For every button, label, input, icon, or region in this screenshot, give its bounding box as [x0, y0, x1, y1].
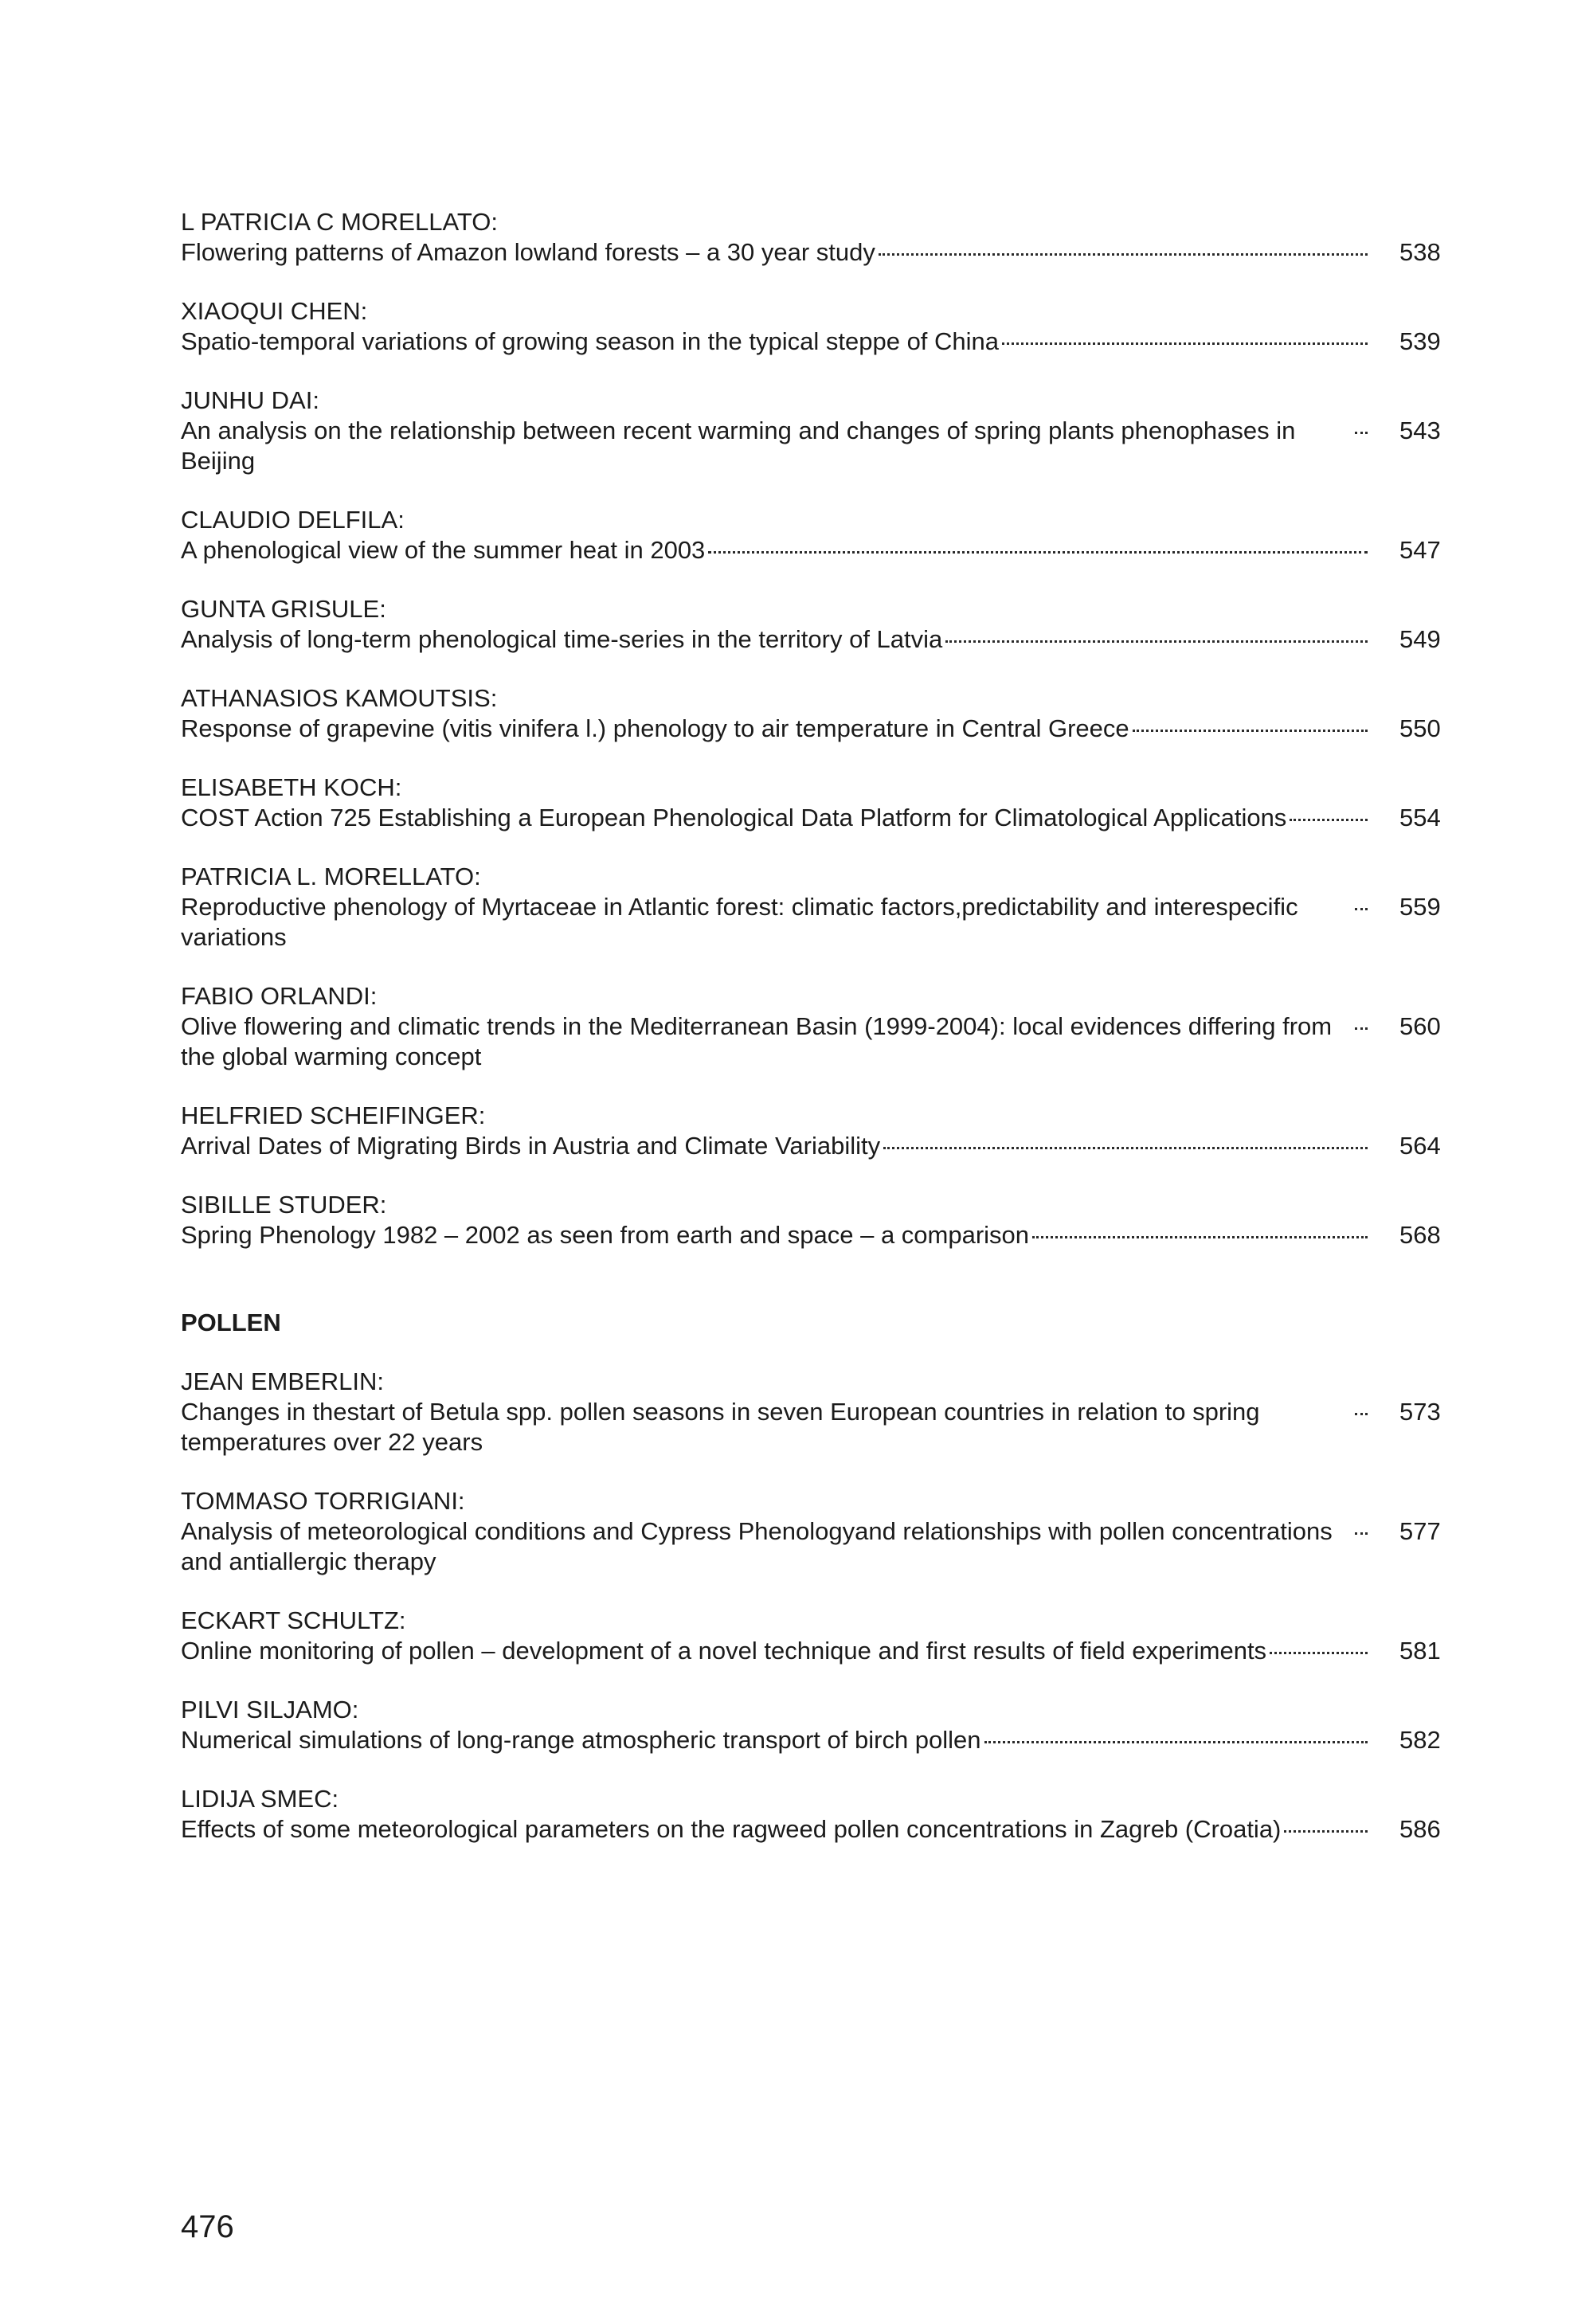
section-heading-pollen: POLLEN [181, 1309, 281, 1336]
entry-title-row [181, 1516, 1455, 1577]
toc-entry [181, 1190, 1455, 1250]
entry-page-number: 560 [1399, 1012, 1441, 1040]
entry-author: HELFRIED SCHEIFINGER: [181, 1101, 486, 1129]
entry-title-row [181, 1131, 1455, 1161]
entry-author: XIAOQUI CHEN: [181, 297, 368, 325]
entry-title: Online monitoring of pollen – development of a novel technique and first results of field experiments [181, 1637, 1267, 1665]
entry-page-number: 554 [1399, 804, 1441, 831]
dot-leader [1355, 1532, 1368, 1535]
entry-title: Effects of some meteorological parameters on the ragweed pollen concentrations in Zagreb (Croatia) [181, 1815, 1282, 1843]
dot-leader [1355, 431, 1368, 434]
entry-title-row [181, 1814, 1455, 1845]
toc-entry [181, 683, 1455, 744]
entry-page-number: 549 [1399, 625, 1441, 653]
toc-entry [181, 385, 1455, 476]
entry-title: Numerical simulations of long-range atmospheric transport of birch pollen [181, 1726, 981, 1754]
entry-title: A phenological view of the summer heat in 2003 [181, 536, 706, 564]
entry-page-number: 550 [1399, 714, 1441, 742]
entry-title-row [181, 535, 1455, 565]
entry-title: Reproductive phenology of Myrtaceae in Atlantic forest: climatic factors,predictability and interespecific variations [181, 893, 1298, 951]
toc-entries-part1 [181, 207, 1455, 1250]
entry-title: Arrival Dates of Migrating Birds in Austria and Climate Variability [181, 1132, 881, 1160]
entry-title-row [181, 1011, 1455, 1072]
dot-leader [1290, 818, 1368, 821]
entry-page-number: 539 [1399, 327, 1441, 355]
entry-author: FABIO ORLANDI: [181, 982, 378, 1010]
toc-entry [181, 1606, 1455, 1666]
entry-title-row [181, 714, 1455, 744]
toc-entry [181, 1486, 1455, 1577]
dot-leader [1355, 1027, 1368, 1030]
table-of-contents [181, 207, 1455, 1873]
dot-leader [1355, 1412, 1368, 1415]
entry-title-row [181, 416, 1455, 476]
toc-entry [181, 1101, 1455, 1161]
entry-title: Spring Phenology 1982 – 2002 as seen from earth and space – a comparison [181, 1221, 1030, 1249]
entry-author: GUNTA GRISULE: [181, 595, 386, 623]
entry-page-number: 582 [1399, 1726, 1441, 1754]
entry-title: Spatio-temporal variations of growing season in the typical steppe of China [181, 327, 1000, 355]
toc-entry [181, 862, 1455, 953]
dot-leader [1002, 342, 1368, 345]
entry-page-number: 564 [1399, 1132, 1441, 1160]
entry-author: L PATRICIA C MORELLATO: [181, 208, 498, 236]
toc-entry [181, 505, 1455, 565]
entry-title-row [181, 1636, 1455, 1666]
entry-title-row [181, 803, 1455, 833]
entry-title: Response of grapevine (vitis vinifera l.) phenology to air temperature in Central Greece [181, 714, 1129, 742]
entry-title-row [181, 237, 1455, 268]
dot-leader [984, 1740, 1368, 1743]
toc-entry [181, 296, 1455, 357]
toc-entry [181, 981, 1455, 1072]
entry-page-number: 559 [1399, 893, 1441, 921]
entry-page-number: 577 [1399, 1517, 1441, 1545]
dot-leader [1133, 729, 1368, 732]
entry-title: Olive flowering and climatic trends in the Mediterranean Basin (1999-2004): local evidences differing from the global warming concept [181, 1012, 1333, 1070]
entry-author: ELISABETH KOCH: [181, 773, 402, 801]
entry-title: Analysis of long-term phenological time-series in the territory of Latvia [181, 625, 943, 653]
dot-leader [945, 640, 1368, 643]
toc-entry [181, 1695, 1455, 1755]
toc-entry [181, 207, 1455, 268]
entry-page-number: 547 [1399, 536, 1441, 564]
entry-page-number: 573 [1399, 1398, 1441, 1426]
toc-entry [181, 1367, 1455, 1457]
dot-leader [883, 1146, 1368, 1149]
entry-page-number: 586 [1399, 1815, 1441, 1843]
entry-author: SIBILLE STUDER: [181, 1191, 387, 1219]
dot-leader [708, 550, 1368, 554]
entry-title-row [181, 1220, 1455, 1250]
entry-author: JUNHU DAI: [181, 386, 319, 414]
toc-entries-part2 [181, 1367, 1455, 1845]
entry-author: LIDIJA SMEC: [181, 1785, 339, 1813]
entry-title-row [181, 1725, 1455, 1755]
entry-author: CLAUDIO DELFILA: [181, 506, 405, 534]
entry-author: PATRICIA L. MORELLATO: [181, 863, 481, 890]
entry-title-row [181, 327, 1455, 357]
entry-author: JEAN EMBERLIN: [181, 1367, 384, 1395]
entry-author: TOMMASO TORRIGIANI: [181, 1487, 465, 1515]
entry-title: Flowering patterns of Amazon lowland forests – a 30 year study [181, 238, 875, 266]
dot-leader [1032, 1235, 1368, 1238]
entry-title: An analysis on the relationship between recent warming and changes of spring plants phenophases in Beijing [181, 417, 1296, 475]
entry-title: COST Action 725 Establishing a European Phenological Data Platform for Climatological Applications [181, 804, 1287, 831]
entry-author: PILVI SILJAMO: [181, 1696, 359, 1723]
entry-title: Changes in thestart of Betula spp. pollen seasons in seven European countries in relation to spring temperatures over 22 years [181, 1398, 1260, 1456]
toc-entry [181, 1784, 1455, 1845]
dot-leader [1284, 1829, 1368, 1833]
entry-page-number: 543 [1399, 417, 1441, 444]
entry-author: ECKART SCHULTZ: [181, 1606, 406, 1634]
toc-entry [181, 594, 1455, 655]
dot-leader [1355, 907, 1368, 910]
entry-page-number: 581 [1399, 1637, 1441, 1665]
dot-leader [879, 252, 1368, 256]
entry-title-row [181, 1397, 1455, 1457]
entry-title-row [181, 892, 1455, 953]
entry-author: ATHANASIOS KAMOUTSIS: [181, 684, 498, 712]
entry-title: Analysis of meteorological conditions and Cypress Phenologyand relationships with pollen concentrations and antiallergic therapy [181, 1517, 1333, 1575]
page-number: 476 [181, 2209, 234, 2244]
entry-title-row [181, 624, 1455, 655]
entry-page-number: 568 [1399, 1221, 1441, 1249]
entry-page-number: 538 [1399, 238, 1441, 266]
toc-entry [181, 773, 1455, 833]
dot-leader [1270, 1651, 1368, 1654]
